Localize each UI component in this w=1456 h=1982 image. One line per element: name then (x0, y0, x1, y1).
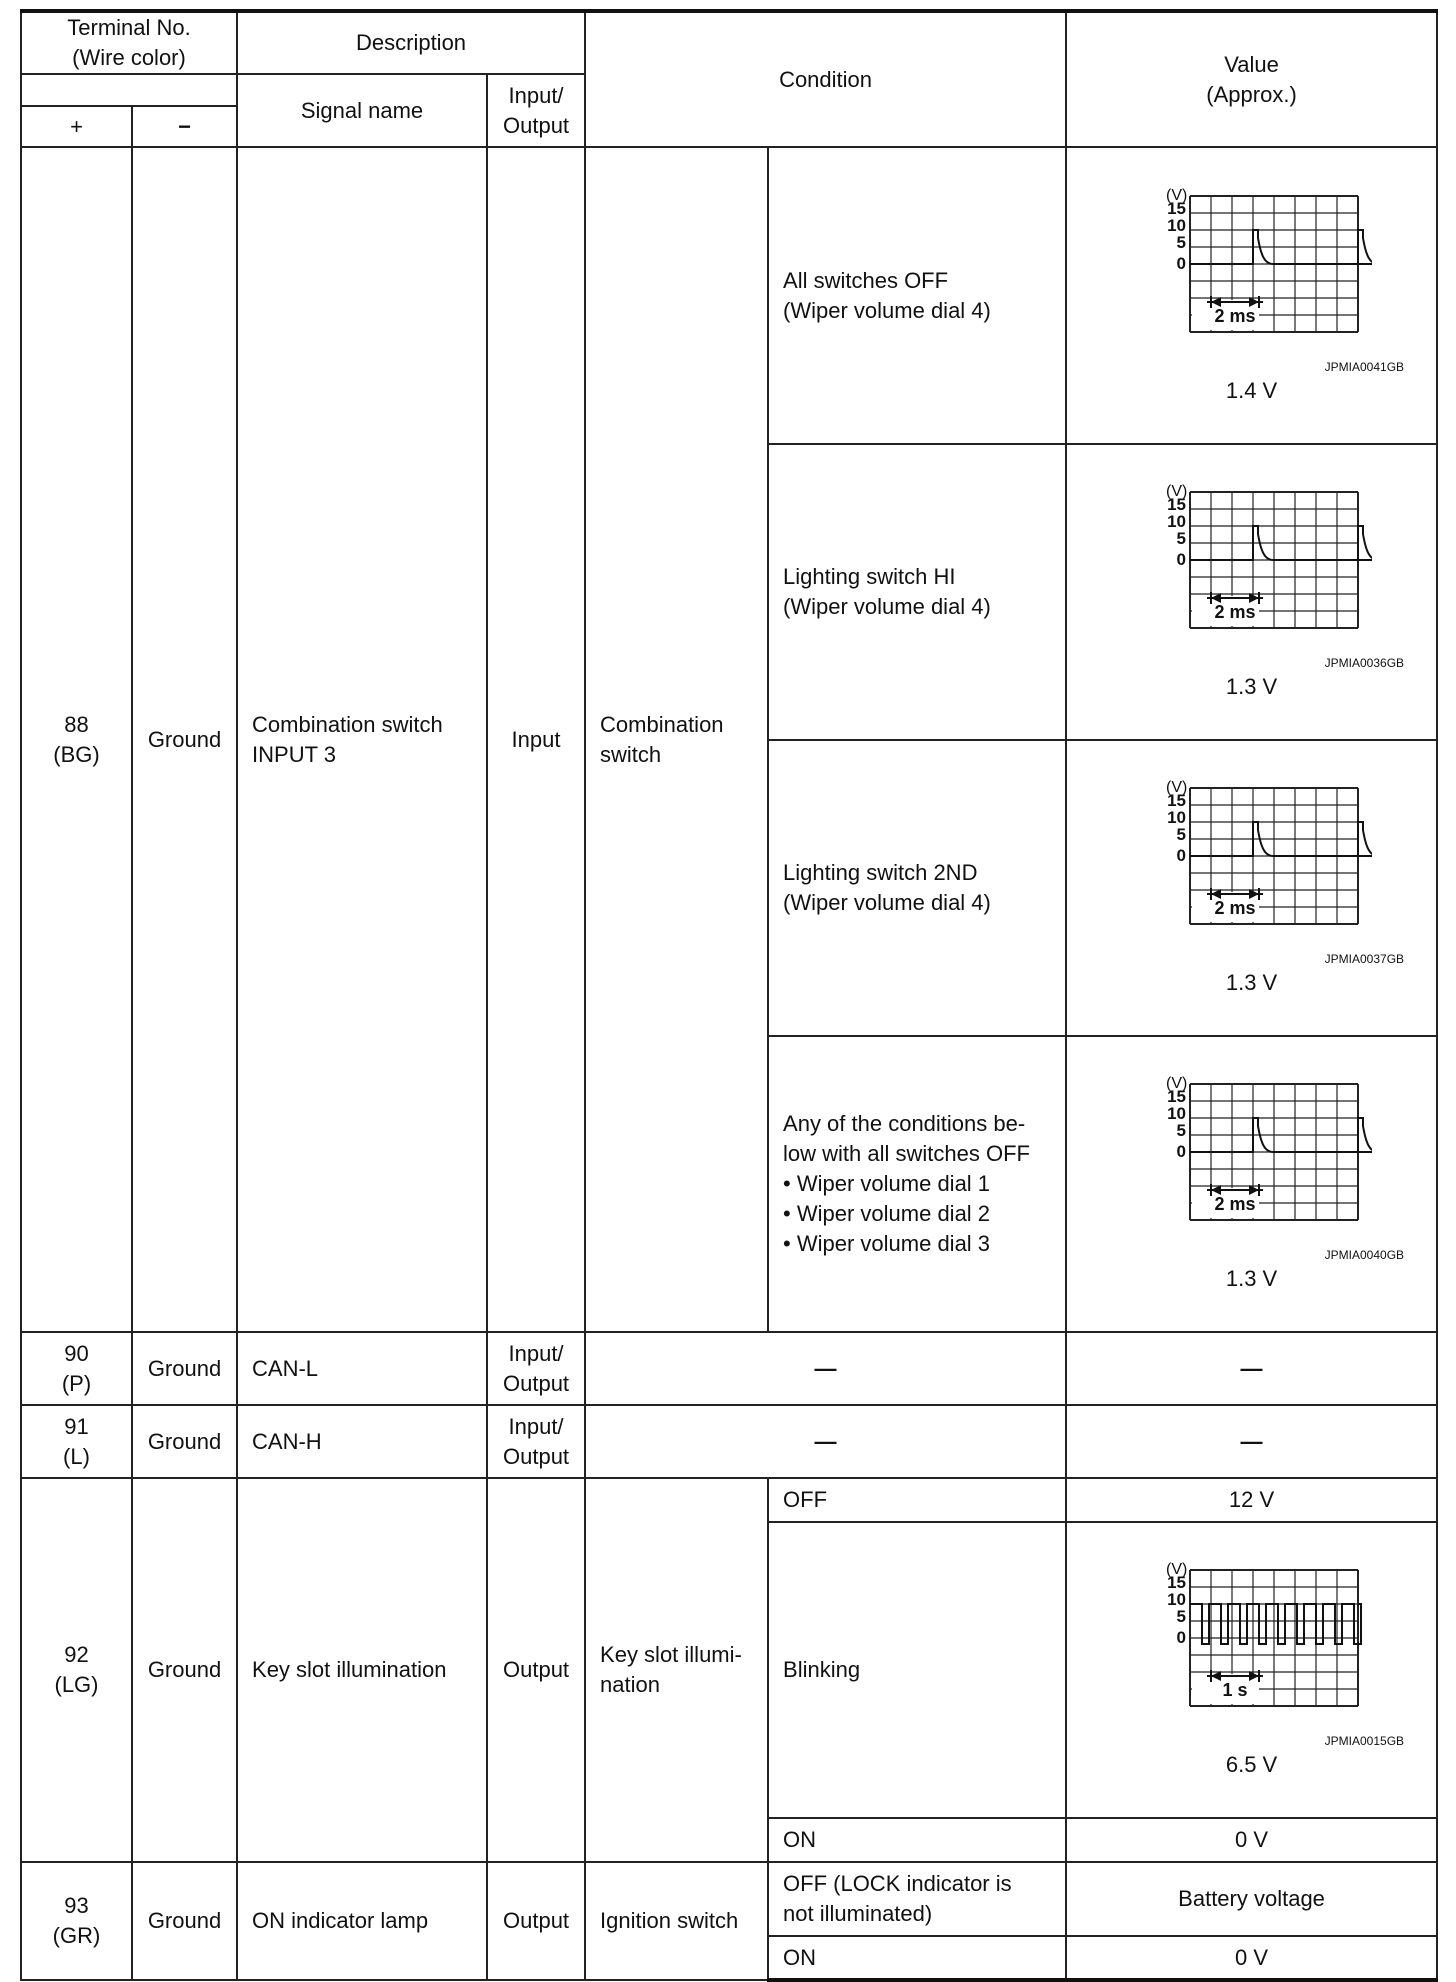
waveform-4-graph (1132, 1074, 1372, 1250)
header-io-line1: Input/ (508, 82, 564, 108)
row-88-sub-1 (21, 147, 1437, 444)
waveform-unit: (V) (1165, 779, 1187, 796)
waveform-tick-5: 5 (1176, 1607, 1186, 1626)
header-signal-name: Signal name (237, 74, 487, 147)
waveform-tick-5: 5 (1176, 529, 1186, 548)
row-88-condition-main (585, 147, 768, 1332)
sub-3-condition-line2: (Wiper volume dial 4) (783, 890, 991, 915)
waveform-2 (1067, 482, 1436, 702)
header-io (487, 74, 585, 147)
row-91-ground: Ground (132, 1405, 237, 1478)
row-90 (21, 1332, 1437, 1405)
sub-1-condition-line2: (Wiper volume dial 4) (783, 297, 991, 323)
row-88-sub-1-condition (768, 147, 1066, 444)
row-90-io (487, 1332, 585, 1405)
row-90-io-line1: Input/ (508, 1340, 564, 1366)
waveform-4 (1067, 1074, 1436, 1294)
waveform-4-code: JPMIA0040GB (1324, 1248, 1405, 1262)
header-plus: + (21, 106, 132, 147)
waveform-3 (1067, 778, 1436, 998)
row-93-on-value: 0 V (1066, 1936, 1437, 1980)
row-90-condition: — (585, 1332, 1066, 1405)
terminal-91-wire: (L) (63, 1443, 90, 1469)
row-92-off-value: 12 V (1066, 1478, 1437, 1522)
terminal-90-no: 90 (64, 1340, 89, 1366)
row-93-on-label: ON (768, 1936, 1066, 1980)
row-92-condition-line2: nation (600, 1672, 660, 1697)
terminal-90-wire: (P) (61, 1370, 92, 1396)
row-92-on-value: 0 V (1066, 1818, 1437, 1862)
header-minus-text: − (178, 113, 191, 139)
waveform-unit: (V) (1165, 1075, 1187, 1092)
terminal-93-wire: (GR) (52, 1923, 101, 1948)
row-92-ground: Ground (132, 1478, 237, 1862)
row-93-off-value: Battery voltage (1066, 1862, 1437, 1936)
waveform-3-graph (1132, 778, 1372, 954)
row-93-off-label (768, 1862, 1066, 1936)
header-minus (132, 106, 237, 147)
waveform-2-value: 1.3 V (1225, 674, 1278, 699)
waveform-4-value: 1.3 V (1225, 1266, 1278, 1291)
row-93-signal: ON indicator lamp (237, 1862, 487, 1980)
waveform-5-graph (1132, 1560, 1372, 1736)
sub-4-bullet-2: • Wiper volume dial 2 (783, 1201, 991, 1226)
waveform-tick-15: 15 (1166, 495, 1186, 514)
waveform-time-label: 2 ms (1214, 1194, 1256, 1214)
row-92-condition-main (585, 1478, 768, 1862)
row-92-blink-value (1066, 1522, 1437, 1818)
waveform-1-value: 1.4 V (1225, 377, 1278, 403)
row-93-ground: Ground (132, 1862, 237, 1980)
waveform-tick-10: 10 (1166, 1590, 1186, 1609)
terminal-90 (21, 1332, 132, 1405)
terminal-91-no: 91 (64, 1413, 89, 1439)
header-io-line2: Output (503, 112, 570, 138)
terminal-91 (21, 1405, 132, 1478)
terminal-88-wire: (BG) (53, 741, 100, 767)
terminal-88 (21, 147, 132, 1332)
waveform-time-label: 1 s (1222, 1680, 1248, 1700)
waveform-tick-10: 10 (1166, 512, 1186, 531)
header-value (1066, 11, 1437, 147)
header-terminal-cont (21, 74, 237, 106)
waveform-tick-15: 15 (1166, 1087, 1186, 1106)
row-91-value: — (1066, 1405, 1437, 1478)
waveform-1-code: JPMIA0041GB (1324, 359, 1405, 374)
waveform-tick-0: 0 (1176, 253, 1186, 273)
row-92-on-label: ON (768, 1818, 1066, 1862)
row-91-io (487, 1405, 585, 1478)
waveform-3-value: 1.3 V (1225, 970, 1278, 995)
row-92-signal: Key slot illumination (237, 1478, 487, 1862)
sub-4-bullet-1: • Wiper volume dial 1 (783, 1171, 991, 1196)
row-88-ground: Ground (132, 147, 237, 1332)
row-90-value: — (1066, 1332, 1437, 1405)
waveform-2-graph (1132, 482, 1372, 658)
header-row-1 (21, 11, 1437, 74)
waveform-tick-0: 0 (1176, 1628, 1186, 1647)
row-91-io-line1: Input/ (508, 1413, 564, 1439)
row-93-off-line2: not illuminated) (783, 1901, 933, 1926)
header-description: Description (237, 11, 585, 74)
sub-1-condition-line1: All switches OFF (783, 267, 949, 293)
terminal-88-no: 88 (64, 711, 89, 737)
header-value-approx: (Approx.) (1206, 81, 1297, 107)
waveform-unit: (V) (1165, 186, 1187, 204)
terminal-93 (21, 1862, 132, 1980)
terminal-93-no: 93 (64, 1893, 89, 1918)
row-88-sub-3-value (1066, 740, 1437, 1036)
waveform-5-value: 6.5 V (1225, 1752, 1278, 1777)
row-88-io: Input (487, 147, 585, 1332)
waveform-3-code: JPMIA0037GB (1324, 952, 1405, 966)
waveform-tick-10: 10 (1166, 1104, 1186, 1123)
waveform-time-label: 2 ms (1214, 898, 1256, 918)
waveform-tick-5: 5 (1176, 232, 1186, 252)
waveform-unit: (V) (1165, 483, 1187, 500)
waveform-2-code: JPMIA0036GB (1324, 656, 1405, 670)
terminal-92 (21, 1478, 132, 1862)
waveform-time-label: 2 ms (1214, 305, 1256, 326)
row-88-sub-2-value (1066, 444, 1437, 740)
terminal-92-no: 92 (64, 1642, 89, 1667)
row-91-signal: CAN-H (237, 1405, 487, 1478)
waveform-tick-0: 0 (1176, 846, 1186, 865)
row-88-signal-line2: INPUT 3 (252, 741, 336, 767)
row-92-off-label: OFF (768, 1478, 1066, 1522)
sub-3-condition-line1: Lighting switch 2ND (783, 860, 978, 885)
waveform-tick-10: 10 (1166, 215, 1186, 235)
waveform-tick-0: 0 (1176, 550, 1186, 569)
row-92-io: Output (487, 1478, 585, 1862)
waveform-time-label: 2 ms (1214, 602, 1256, 622)
row-92-off (21, 1478, 1437, 1522)
row-88-sub-4-value (1066, 1036, 1437, 1332)
waveform-tick-5: 5 (1176, 825, 1186, 844)
waveform-5 (1067, 1560, 1436, 1780)
row-93-condition-main: Ignition switch (585, 1862, 768, 1980)
row-90-ground: Ground (132, 1332, 237, 1405)
waveform-unit: (V) (1165, 1561, 1187, 1578)
row-91-condition: — (585, 1405, 1066, 1478)
row-88-condition-line2: switch (600, 741, 662, 767)
waveform-1 (1067, 186, 1436, 406)
waveform-tick-15: 15 (1166, 198, 1186, 218)
row-88-sub-2-condition (768, 444, 1066, 740)
waveform-tick-10: 10 (1166, 808, 1186, 827)
header-value-label: Value (1224, 51, 1279, 77)
waveform-5-code: JPMIA0015GB (1324, 1734, 1405, 1748)
header-terminal (21, 11, 237, 74)
row-90-signal: CAN-L (237, 1332, 487, 1405)
header-wire-color: (Wire color) (72, 45, 186, 70)
header-condition: Condition (585, 11, 1066, 147)
row-88-sub-3-condition (768, 740, 1066, 1036)
row-91-io-line2: Output (503, 1443, 570, 1469)
waveform-tick-5: 5 (1176, 1121, 1186, 1140)
row-88-condition-line1: Combination (600, 711, 724, 737)
row-93-off (21, 1862, 1437, 1936)
row-91 (21, 1405, 1437, 1478)
terminal-92-wire: (LG) (54, 1672, 99, 1697)
sub-2-condition-line1: Lighting switch HI (783, 564, 956, 589)
row-88-signal (237, 147, 487, 1332)
sub-2-condition-line2: (Wiper volume dial 4) (783, 594, 991, 619)
row-90-io-line2: Output (503, 1370, 570, 1396)
waveform-tick-15: 15 (1166, 791, 1186, 810)
sub-4-condition-line1: Any of the conditions be- (783, 1111, 1026, 1136)
waveform-tick-15: 15 (1166, 1573, 1186, 1592)
waveform-tick-0: 0 (1176, 1142, 1186, 1161)
row-88-sub-4-condition (768, 1036, 1066, 1332)
sub-4-bullet-3: • Wiper volume dial 3 (783, 1231, 991, 1256)
row-92-condition-line1: Key slot illumi- (600, 1642, 742, 1667)
row-92-blink-label: Blinking (768, 1522, 1066, 1818)
sub-4-condition-line2: low with all switches OFF (783, 1141, 1030, 1166)
row-93-io: Output (487, 1862, 585, 1980)
header-terminal-no: Terminal No. (67, 15, 191, 40)
row-88-signal-line1: Combination switch (252, 711, 443, 737)
waveform-1-graph (1132, 186, 1372, 362)
terminal-spec-table (20, 9, 1438, 1982)
row-93-off-line1: OFF (LOCK indicator is (783, 1871, 1012, 1896)
row-88-sub-1-value (1066, 147, 1437, 444)
